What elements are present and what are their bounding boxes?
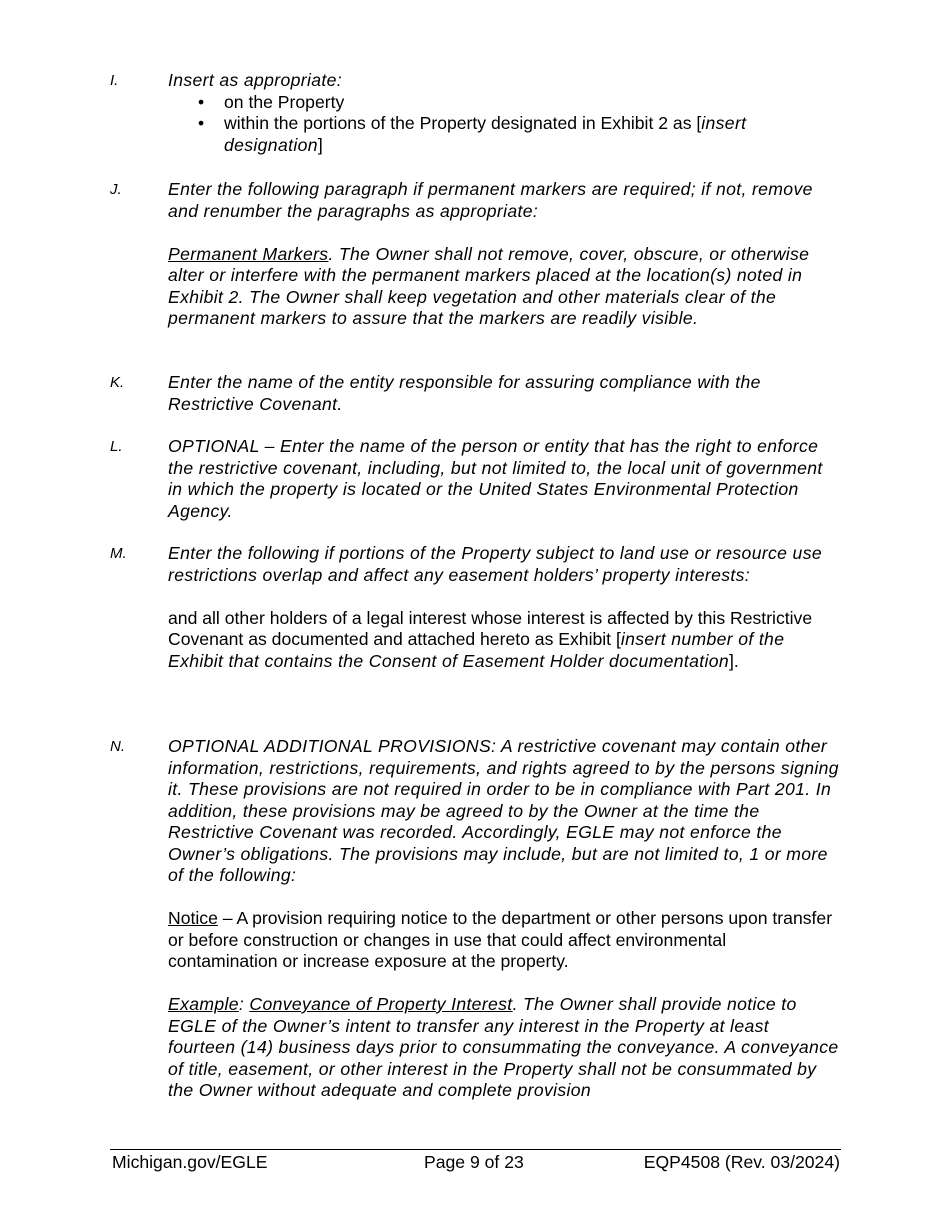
item-l-label: L.: [110, 438, 123, 455]
list-item: • on the Property: [198, 91, 345, 112]
item-k-label: K.: [110, 374, 125, 391]
item-n: [110, 736, 840, 1102]
bullet-icon: •: [198, 91, 205, 112]
item-k: [110, 372, 840, 415]
item-i: [110, 70, 840, 156]
list-item: • within the portions of the Property designated in Exhibit 2 as [insert designation]: [198, 113, 747, 155]
item-m-paragraph: and all other holders of a legal interest whose interest is affected by this Restrictive Covenant as documented and attached hereto as Exhibit [insert number of the Exhibit that contains the Consent of Easement Holder documentation].: [168, 607, 813, 671]
item-j: [110, 179, 840, 330]
item-l: [110, 436, 840, 522]
item-m-label: M.: [110, 545, 127, 562]
item-i-intro: Insert as appropriate:: [168, 70, 342, 90]
item-n-intro: OPTIONAL ADDITIONAL PROVISIONS: A restrictive covenant may contain other information, restrictions, requirements, and rights agreed to by the persons signing it. These provisions are not required in order to be in compliance with Part 201. In addition, these provisions may be agreed to by the Owner at the time the Restrictive Covenant was recorded. Accordingly, EGLE may not enforce the Owner’s obligations. The provisions may include, but are not limited to, 1 or more of the following:: [168, 736, 839, 885]
item-m-intro: Enter the following if portions of the Property subject to land use or resource use restrictions overlap and affect any easement holders’ property interests:: [168, 543, 822, 585]
notice-paragraph: Notice – A provision requiring notice to the department or other persons upon transfer or before construction or changes in use that could affect environmental contamination or increase exposure at the property.: [168, 908, 833, 971]
item-n-label: N.: [110, 738, 125, 755]
bullet-icon: •: [198, 113, 205, 133]
item-j-paragraph: Permanent Markers. The Owner shall not remove, cover, obscure, or otherwise alter or interfere with the permanent markers placed at the location(s) noted in Exhibit 2. The Owner shall keep vegetation and other materials clear of the permanent markers to assure that the markers are readily visible.: [168, 243, 810, 328]
footer-form-number: EQP4508 (Rev. 03/2024): [643, 1152, 840, 1172]
footer-page-number: Page 9 of 23: [424, 1152, 524, 1172]
item-i-label: I.: [110, 72, 119, 89]
item-j-intro: Enter the following paragraph if permanent markers are required; if not, remove and renumber the paragraphs as appropriate:: [168, 179, 813, 221]
item-l-text: OPTIONAL – Enter the name of the person or entity that has the right to enforce the restrictive covenant, including, but not limited to, the local unit of government in which the property is located or the United States Environmental Protection Agency.: [168, 436, 823, 521]
footer-website: Michigan.gov/EGLE: [112, 1152, 268, 1172]
conveyance-heading: Conveyance of Property Interest: [249, 994, 513, 1014]
example-paragraph: Example: Conveyance of Property Interest. The Owner shall provide notice to EGLE of the Owner’s intent to transfer any interest in the Property at least fourteen (14) business days prior to consummating the conveyance. A conveyance of title, easement, or other interest in the Property shall not be consummated by the Owner without adequate and complete provision: [168, 994, 839, 1100]
permanent-markers-heading: Permanent Markers: [168, 243, 329, 264]
item-k-text: Enter the name of the entity responsible for assuring compliance with the Restrictive Covenant.: [168, 372, 761, 414]
example-label: Example: [168, 994, 239, 1014]
footer-divider: [110, 1149, 841, 1150]
notice-heading: Notice: [168, 908, 218, 928]
item-m: [110, 543, 840, 672]
item-i-bullet-list: [168, 92, 840, 157]
item-j-label: J.: [110, 181, 122, 198]
